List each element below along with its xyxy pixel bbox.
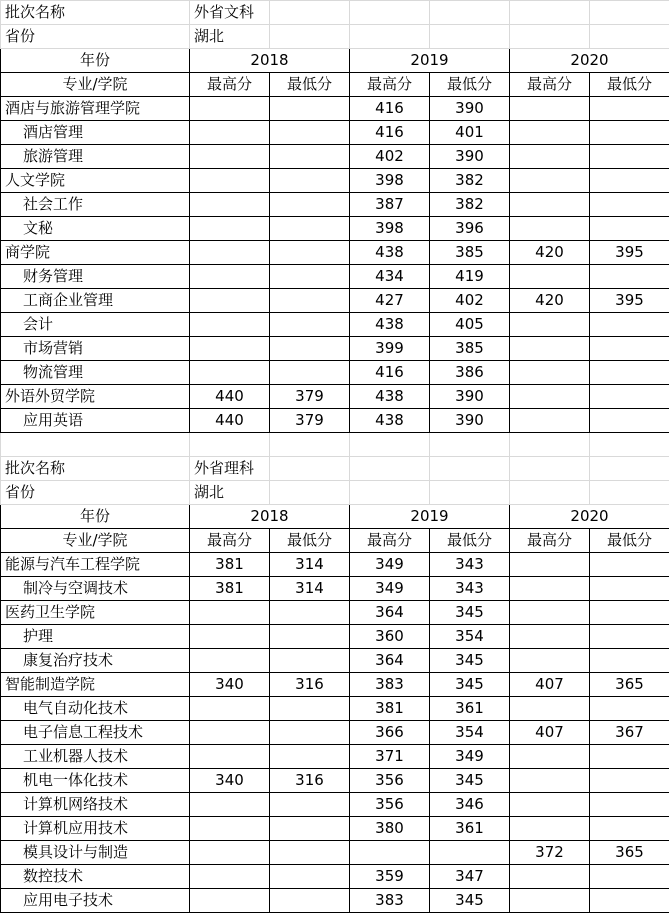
min-score-cell[interactable]: 345	[430, 769, 510, 793]
min-score-cell[interactable]	[270, 289, 350, 313]
major-row	[1, 841, 669, 865]
min-score-cell[interactable]	[590, 217, 669, 241]
year-2018[interactable]: 2018	[190, 49, 350, 73]
max-score-header[interactable]: 最高分	[190, 73, 270, 97]
min-score-cell[interactable]: 345	[430, 601, 510, 625]
major-row	[1, 337, 669, 361]
max-score-cell[interactable]	[190, 145, 270, 169]
max-score-cell[interactable]: 380	[350, 817, 430, 841]
max-score-cell[interactable]	[510, 193, 590, 217]
min-score-cell[interactable]: 345	[430, 889, 510, 913]
max-score-cell[interactable]: 349	[350, 577, 430, 601]
min-score-cell[interactable]	[270, 817, 350, 841]
province-value[interactable]: 湖北	[190, 481, 270, 505]
min-score-cell[interactable]	[590, 865, 669, 889]
college-row	[1, 385, 669, 409]
major-row	[1, 577, 669, 601]
min-score-cell[interactable]: 347	[430, 865, 510, 889]
max-score-cell[interactable]	[510, 121, 590, 145]
min-score-header[interactable]: 最低分	[270, 73, 350, 97]
max-score-cell[interactable]	[510, 313, 590, 337]
year-2020[interactable]: 2020	[510, 49, 669, 73]
empty-cell[interactable]	[510, 481, 590, 505]
min-score-cell[interactable]	[590, 889, 669, 913]
min-score-cell[interactable]	[590, 577, 669, 601]
year-2018[interactable]: 2018	[190, 505, 350, 529]
major-name[interactable]: 计算机应用技术	[1, 817, 190, 841]
max-score-cell[interactable]: 383	[350, 889, 430, 913]
max-score-cell[interactable]: 438	[350, 313, 430, 337]
max-score-cell[interactable]	[510, 337, 590, 361]
max-score-cell[interactable]	[510, 745, 590, 769]
major-name[interactable]: 康复治疗技术	[1, 649, 190, 673]
major-name[interactable]: 物流管理	[1, 361, 190, 385]
college-name[interactable]: 能源与汽车工程学院	[1, 553, 190, 577]
min-score-cell[interactable]	[270, 361, 350, 385]
min-score-cell[interactable]: 343	[430, 553, 510, 577]
blank-row	[1, 433, 669, 457]
max-score-cell[interactable]: 440	[190, 385, 270, 409]
college-row	[1, 169, 669, 193]
min-score-cell[interactable]: 345	[430, 649, 510, 673]
min-score-cell[interactable]	[590, 697, 669, 721]
min-score-cell[interactable]: 382	[430, 169, 510, 193]
major-row	[1, 649, 669, 673]
max-score-cell[interactable]: 372	[510, 841, 590, 865]
min-score-cell[interactable]	[270, 625, 350, 649]
max-score-cell[interactable]: 420	[510, 289, 590, 313]
max-score-cell[interactable]	[510, 385, 590, 409]
min-score-cell[interactable]: 345	[430, 673, 510, 697]
max-score-cell[interactable]	[350, 841, 430, 865]
min-score-cell[interactable]: 365	[590, 841, 669, 865]
college-name[interactable]: 外语外贸学院	[1, 385, 190, 409]
min-score-cell[interactable]	[590, 817, 669, 841]
max-score-cell[interactable]	[510, 649, 590, 673]
batch-name-value[interactable]: 外省理科	[190, 457, 270, 481]
max-score-cell[interactable]: 420	[510, 241, 590, 265]
empty-cell[interactable]	[590, 1, 669, 25]
major-row	[1, 361, 669, 385]
max-score-header[interactable]: 最高分	[350, 73, 430, 97]
max-score-cell[interactable]: 349	[350, 553, 430, 577]
min-score-cell[interactable]	[270, 241, 350, 265]
major-header[interactable]: 专业/学院	[1, 73, 190, 97]
major-row	[1, 313, 669, 337]
empty-cell[interactable]	[590, 457, 669, 481]
major-name[interactable]: 会计	[1, 313, 190, 337]
major-name[interactable]: 模具设计与制造	[1, 841, 190, 865]
year-2019[interactable]: 2019	[350, 49, 510, 73]
year-header-row	[1, 505, 669, 529]
major-row	[1, 409, 669, 433]
max-score-cell[interactable]	[190, 745, 270, 769]
major-name[interactable]: 护理	[1, 625, 190, 649]
min-score-cell[interactable]	[590, 121, 669, 145]
year-header[interactable]: 年份	[1, 49, 190, 73]
max-score-cell[interactable]	[190, 721, 270, 745]
max-score-cell[interactable]: 340	[190, 769, 270, 793]
major-name[interactable]: 应用英语	[1, 409, 190, 433]
province-label[interactable]: 省份	[1, 481, 190, 505]
min-score-cell[interactable]	[590, 625, 669, 649]
year-header-row	[1, 49, 669, 73]
major-name[interactable]: 市场营销	[1, 337, 190, 361]
min-score-cell[interactable]: 379	[270, 385, 350, 409]
max-score-cell[interactable]: 364	[350, 601, 430, 625]
min-score-cell[interactable]	[270, 889, 350, 913]
max-score-cell[interactable]: 359	[350, 865, 430, 889]
min-score-cell[interactable]	[270, 697, 350, 721]
min-score-cell[interactable]	[270, 97, 350, 121]
max-score-cell[interactable]: 387	[350, 193, 430, 217]
major-row	[1, 793, 669, 817]
max-score-cell[interactable]	[510, 217, 590, 241]
min-score-cell[interactable]	[270, 337, 350, 361]
empty-cell[interactable]	[350, 25, 430, 49]
max-score-cell[interactable]: 381	[190, 553, 270, 577]
empty-cell[interactable]	[270, 1, 350, 25]
max-score-cell[interactable]: 416	[350, 121, 430, 145]
max-score-cell[interactable]	[510, 553, 590, 577]
college-name[interactable]: 商学院	[1, 241, 190, 265]
college-row	[1, 241, 669, 265]
major-row	[1, 193, 669, 217]
max-score-cell[interactable]	[190, 361, 270, 385]
empty-cell[interactable]	[590, 481, 669, 505]
min-score-cell[interactable]: 365	[590, 673, 669, 697]
min-score-cell[interactable]	[590, 97, 669, 121]
major-name[interactable]: 计算机网络技术	[1, 793, 190, 817]
major-row	[1, 889, 669, 913]
empty-cell[interactable]	[590, 433, 669, 457]
min-score-cell[interactable]: 390	[430, 409, 510, 433]
max-score-cell[interactable]: 381	[350, 697, 430, 721]
min-score-cell[interactable]	[590, 409, 669, 433]
min-score-cell[interactable]: 316	[270, 673, 350, 697]
max-score-cell[interactable]	[510, 145, 590, 169]
max-score-cell[interactable]	[190, 625, 270, 649]
min-score-cell[interactable]	[590, 385, 669, 409]
college-row	[1, 553, 669, 577]
college-name[interactable]: 医药卫生学院	[1, 601, 190, 625]
major-name[interactable]: 社会工作	[1, 193, 190, 217]
max-score-header[interactable]: 最高分	[510, 529, 590, 553]
college-row	[1, 97, 669, 121]
max-score-cell[interactable]: 402	[350, 145, 430, 169]
score-header-row	[1, 73, 669, 97]
empty-cell[interactable]	[350, 481, 430, 505]
empty-cell[interactable]	[430, 481, 510, 505]
major-row	[1, 769, 669, 793]
min-score-cell[interactable]	[270, 721, 350, 745]
min-score-cell[interactable]	[590, 145, 669, 169]
min-score-cell[interactable]: 402	[430, 289, 510, 313]
max-score-cell[interactable]: 407	[510, 673, 590, 697]
min-score-cell[interactable]: 343	[430, 577, 510, 601]
min-score-header[interactable]: 最低分	[430, 73, 510, 97]
min-score-cell[interactable]: 395	[590, 289, 669, 313]
empty-cell[interactable]	[350, 457, 430, 481]
max-score-cell[interactable]: 438	[350, 385, 430, 409]
min-score-cell[interactable]	[430, 841, 510, 865]
province-row	[1, 25, 669, 49]
min-score-cell[interactable]	[590, 337, 669, 361]
min-score-cell[interactable]	[590, 649, 669, 673]
year-2019[interactable]: 2019	[350, 505, 510, 529]
max-score-cell[interactable]: 407	[510, 721, 590, 745]
max-score-cell[interactable]: 416	[350, 97, 430, 121]
major-row	[1, 145, 669, 169]
empty-cell[interactable]	[510, 25, 590, 49]
max-score-cell[interactable]: 356	[350, 793, 430, 817]
min-score-cell[interactable]	[270, 121, 350, 145]
min-score-cell[interactable]: 401	[430, 121, 510, 145]
major-row	[1, 697, 669, 721]
min-score-cell[interactable]: 367	[590, 721, 669, 745]
min-score-cell[interactable]: 379	[270, 409, 350, 433]
min-score-cell[interactable]	[270, 193, 350, 217]
max-score-cell[interactable]	[190, 97, 270, 121]
province-label[interactable]: 省份	[1, 25, 190, 49]
max-score-cell[interactable]	[190, 121, 270, 145]
max-score-cell[interactable]: 366	[350, 721, 430, 745]
max-score-header[interactable]: 最高分	[190, 529, 270, 553]
batch-name-value[interactable]: 外省文科	[190, 1, 270, 25]
min-score-cell[interactable]: 386	[430, 361, 510, 385]
min-score-header[interactable]: 最低分	[590, 73, 669, 97]
year-header[interactable]: 年份	[1, 505, 190, 529]
min-score-cell[interactable]: 395	[590, 241, 669, 265]
province-row	[1, 481, 669, 505]
max-score-cell[interactable]: 399	[350, 337, 430, 361]
max-score-cell[interactable]	[190, 217, 270, 241]
major-name[interactable]: 旅游管理	[1, 145, 190, 169]
max-score-cell[interactable]	[510, 625, 590, 649]
min-score-cell[interactable]: 390	[430, 97, 510, 121]
max-score-cell[interactable]	[190, 313, 270, 337]
college-row	[1, 601, 669, 625]
min-score-cell[interactable]	[590, 361, 669, 385]
min-score-cell[interactable]: 385	[430, 337, 510, 361]
college-row	[1, 673, 669, 697]
max-score-header[interactable]: 最高分	[350, 529, 430, 553]
major-row	[1, 721, 669, 745]
empty-cell[interactable]	[270, 433, 350, 457]
min-score-cell[interactable]: 390	[430, 145, 510, 169]
empty-cell[interactable]	[190, 433, 270, 457]
min-score-cell[interactable]	[270, 217, 350, 241]
max-score-cell[interactable]: 398	[350, 217, 430, 241]
province-value[interactable]: 湖北	[190, 25, 270, 49]
major-row	[1, 817, 669, 841]
major-row	[1, 865, 669, 889]
max-score-cell[interactable]	[190, 289, 270, 313]
max-score-cell[interactable]	[190, 649, 270, 673]
major-name[interactable]: 机电一体化技术	[1, 769, 190, 793]
max-score-cell[interactable]	[190, 865, 270, 889]
major-row	[1, 289, 669, 313]
max-score-cell[interactable]	[510, 361, 590, 385]
major-name[interactable]: 文秘	[1, 217, 190, 241]
empty-cell[interactable]	[430, 25, 510, 49]
max-score-cell[interactable]	[190, 793, 270, 817]
max-score-cell[interactable]	[190, 241, 270, 265]
max-score-cell[interactable]	[190, 697, 270, 721]
score-header-row	[1, 529, 669, 553]
min-score-cell[interactable]	[590, 601, 669, 625]
max-score-cell[interactable]	[510, 577, 590, 601]
max-score-cell[interactable]	[190, 841, 270, 865]
empty-cell[interactable]	[430, 1, 510, 25]
major-name[interactable]: 数控技术	[1, 865, 190, 889]
min-score-cell[interactable]: 316	[270, 769, 350, 793]
min-score-cell[interactable]	[590, 169, 669, 193]
major-row	[1, 265, 669, 289]
empty-cell[interactable]	[270, 481, 350, 505]
max-score-cell[interactable]: 427	[350, 289, 430, 313]
max-score-cell[interactable]: 434	[350, 265, 430, 289]
min-score-cell[interactable]	[270, 793, 350, 817]
min-score-cell[interactable]: 354	[430, 721, 510, 745]
major-name[interactable]: 应用电子技术	[1, 889, 190, 913]
empty-cell[interactable]	[510, 457, 590, 481]
major-name[interactable]: 电子信息工程技术	[1, 721, 190, 745]
max-score-cell[interactable]	[190, 817, 270, 841]
empty-cell[interactable]	[430, 433, 510, 457]
min-score-cell[interactable]	[270, 745, 350, 769]
empty-cell[interactable]	[510, 433, 590, 457]
max-score-cell[interactable]	[190, 601, 270, 625]
max-score-cell[interactable]: 356	[350, 769, 430, 793]
empty-cell[interactable]	[510, 1, 590, 25]
min-score-cell[interactable]: 354	[430, 625, 510, 649]
min-score-header[interactable]: 最低分	[270, 529, 350, 553]
batch-name-label[interactable]: 批次名称	[1, 1, 190, 25]
min-score-cell[interactable]: 405	[430, 313, 510, 337]
min-score-cell[interactable]	[270, 265, 350, 289]
major-header[interactable]: 专业/学院	[1, 529, 190, 553]
major-name[interactable]: 电气自动化技术	[1, 697, 190, 721]
major-row	[1, 217, 669, 241]
min-score-cell[interactable]: 361	[430, 817, 510, 841]
major-row	[1, 745, 669, 769]
empty-cell[interactable]	[270, 457, 350, 481]
batch-name-label[interactable]: 批次名称	[1, 457, 190, 481]
min-score-cell[interactable]: 396	[430, 217, 510, 241]
max-score-cell[interactable]	[510, 97, 590, 121]
min-score-cell[interactable]: 361	[430, 697, 510, 721]
college-name[interactable]: 人文学院	[1, 169, 190, 193]
min-score-cell[interactable]	[270, 145, 350, 169]
min-score-cell[interactable]	[590, 553, 669, 577]
min-score-cell[interactable]	[270, 601, 350, 625]
major-name[interactable]: 工业机器人技术	[1, 745, 190, 769]
max-score-cell[interactable]	[510, 817, 590, 841]
max-score-cell[interactable]: 416	[350, 361, 430, 385]
max-score-cell[interactable]: 360	[350, 625, 430, 649]
max-score-cell[interactable]	[510, 865, 590, 889]
min-score-cell[interactable]	[590, 193, 669, 217]
max-score-cell[interactable]: 371	[350, 745, 430, 769]
empty-cell[interactable]	[1, 433, 190, 457]
min-score-cell[interactable]	[590, 769, 669, 793]
major-name[interactable]: 酒店管理	[1, 121, 190, 145]
min-score-cell[interactable]: 385	[430, 241, 510, 265]
min-score-cell[interactable]	[590, 265, 669, 289]
max-score-header[interactable]: 最高分	[510, 73, 590, 97]
min-score-cell[interactable]: 346	[430, 793, 510, 817]
max-score-cell[interactable]	[190, 193, 270, 217]
min-score-cell[interactable]	[590, 313, 669, 337]
max-score-cell[interactable]: 364	[350, 649, 430, 673]
max-score-cell[interactable]: 340	[190, 673, 270, 697]
min-score-cell[interactable]	[270, 313, 350, 337]
batch-name-row	[1, 457, 669, 481]
max-score-cell[interactable]	[510, 697, 590, 721]
min-score-cell[interactable]: 382	[430, 193, 510, 217]
major-name[interactable]: 制冷与空调技术	[1, 577, 190, 601]
max-score-cell[interactable]: 381	[190, 577, 270, 601]
major-row	[1, 121, 669, 145]
batch-name-row	[1, 1, 669, 25]
year-2020[interactable]: 2020	[510, 505, 669, 529]
major-name[interactable]: 财务管理	[1, 265, 190, 289]
max-score-cell[interactable]: 383	[350, 673, 430, 697]
max-score-cell[interactable]	[510, 793, 590, 817]
max-score-cell[interactable]	[510, 769, 590, 793]
college-name[interactable]: 智能制造学院	[1, 673, 190, 697]
major-row	[1, 625, 669, 649]
min-score-cell[interactable]	[270, 169, 350, 193]
max-score-cell[interactable]	[510, 169, 590, 193]
empty-cell[interactable]	[590, 25, 669, 49]
max-score-cell[interactable]	[190, 265, 270, 289]
min-score-cell[interactable]	[270, 841, 350, 865]
min-score-cell[interactable]: 314	[270, 553, 350, 577]
max-score-cell[interactable]: 440	[190, 409, 270, 433]
min-score-cell[interactable]: 390	[430, 385, 510, 409]
max-score-cell[interactable]	[510, 889, 590, 913]
max-score-cell[interactable]: 438	[350, 241, 430, 265]
max-score-cell[interactable]	[510, 409, 590, 433]
max-score-cell[interactable]: 398	[350, 169, 430, 193]
max-score-cell[interactable]	[510, 601, 590, 625]
min-score-cell[interactable]	[590, 745, 669, 769]
empty-cell[interactable]	[430, 457, 510, 481]
min-score-cell[interactable]: 419	[430, 265, 510, 289]
empty-cell[interactable]	[270, 25, 350, 49]
max-score-cell[interactable]	[190, 889, 270, 913]
empty-cell[interactable]	[350, 1, 430, 25]
max-score-cell[interactable]: 438	[350, 409, 430, 433]
min-score-header[interactable]: 最低分	[430, 529, 510, 553]
max-score-cell[interactable]	[190, 169, 270, 193]
max-score-cell[interactable]	[510, 265, 590, 289]
empty-cell[interactable]	[350, 433, 430, 457]
min-score-cell[interactable]	[270, 649, 350, 673]
min-score-cell[interactable]: 314	[270, 577, 350, 601]
college-name[interactable]: 酒店与旅游管理学院	[1, 97, 190, 121]
min-score-cell[interactable]	[270, 865, 350, 889]
min-score-cell[interactable]	[590, 793, 669, 817]
min-score-cell[interactable]: 349	[430, 745, 510, 769]
min-score-header[interactable]: 最低分	[590, 529, 669, 553]
major-name[interactable]: 工商企业管理	[1, 289, 190, 313]
max-score-cell[interactable]	[190, 337, 270, 361]
